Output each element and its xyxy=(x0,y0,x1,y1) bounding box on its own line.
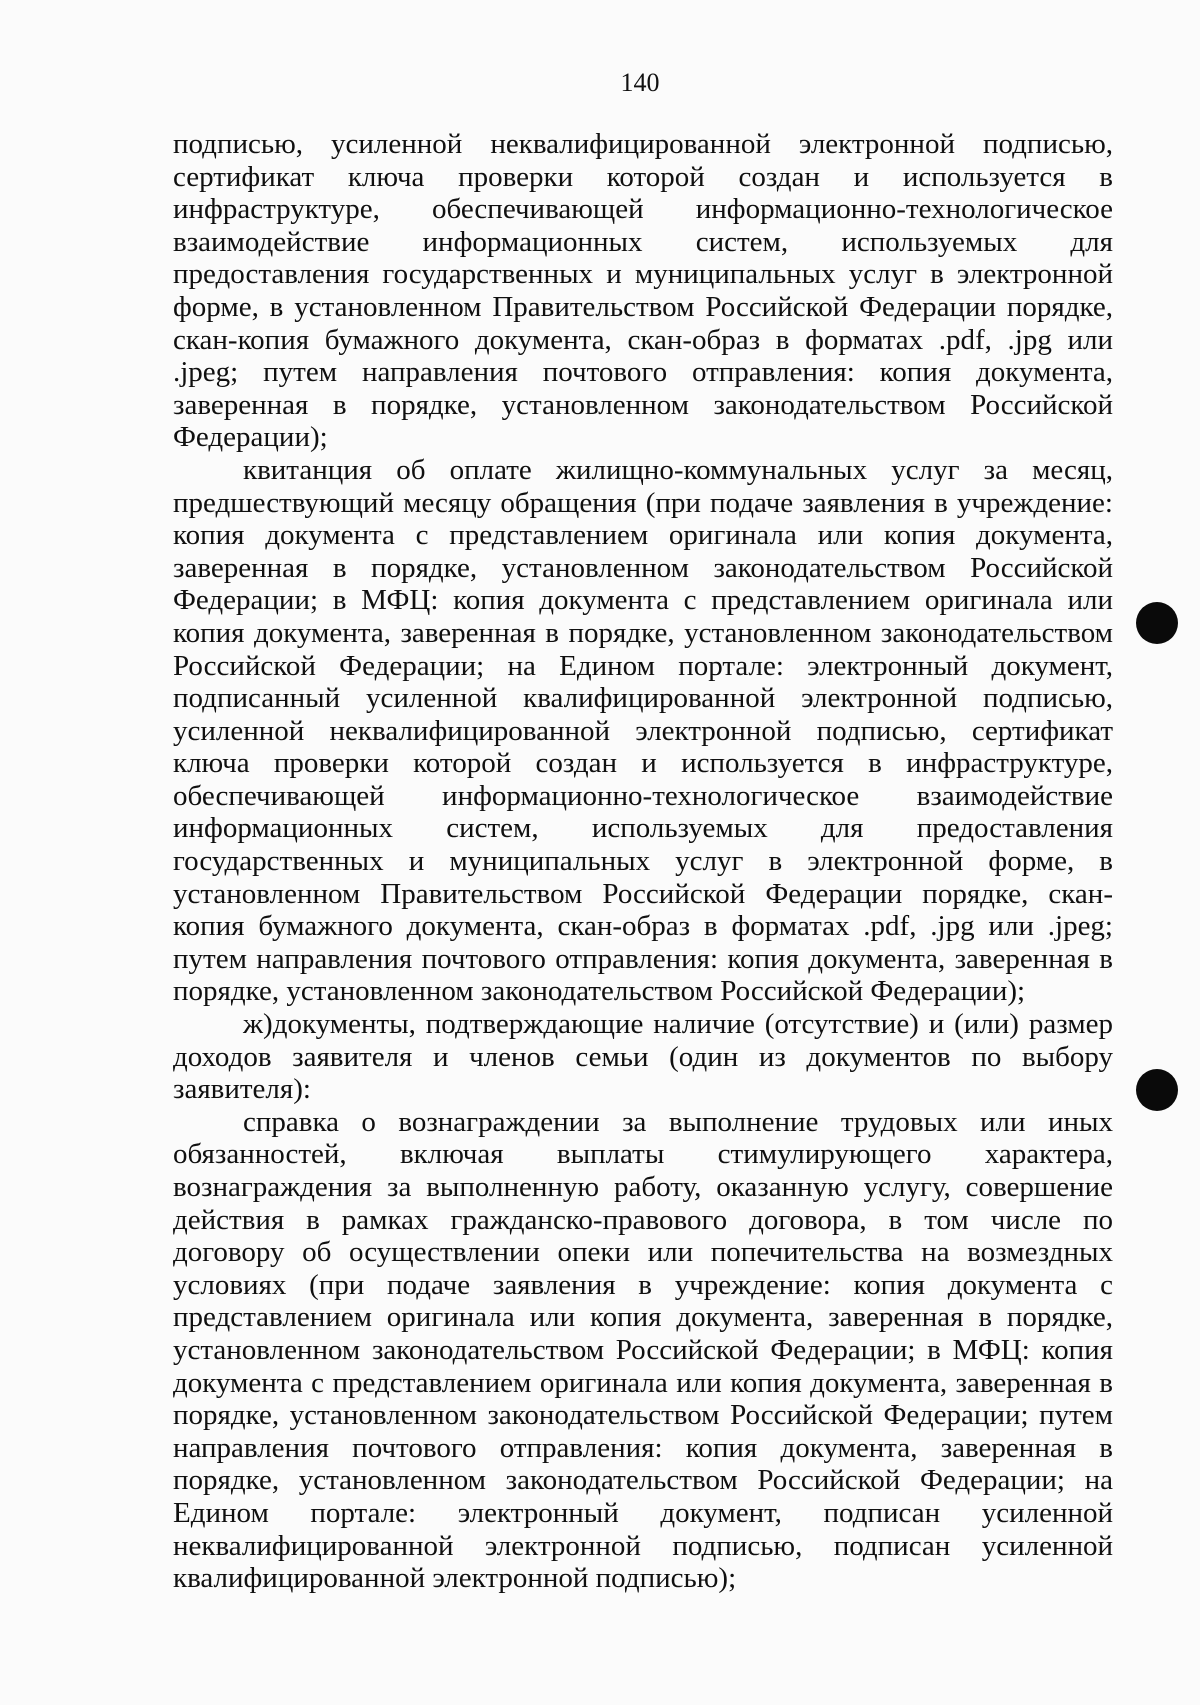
paragraph-continuation-signatures: подписью, усиленной неквалифицированной электронной подписью, сертификат ключа проверки которой создан и используется в инфраструктуре, обеспечивающей информационно-технологическое взаимодействие информационных систем, используемых для предоставления государственных и муниципальных услуг в электронной форме, в установленном Правительством Российской Федерации порядке, скан-копия бумажного документа, скан-образ в форматах .pdf, .jpg или .jpeg; путем направления почтового отправления: копия документа, заверенная в порядке, установленном законодательством Российской Федерации); xyxy=(173,128,1113,454)
paragraph-income-documents: ж)документы, подтверждающие наличие (отсутствие) и (или) размер доходов заявителя и членов семьи (один из документов по выбору заявителя): xyxy=(173,1008,1113,1106)
paragraph-remuneration-certificate: справка о вознаграждении за выполнение трудовых или иных обязанностей, включая выплаты стимулирующего характера, вознаграждения за выполненную работу, оказанную услугу, совершение действия в рамках гражданско-правового договора, в том числе по договору об осуществлении опеки или попечительства на возмездных условиях (при подаче заявления в учреждение: копия документа с представлением оригинала или копия документа, заверенная в порядке, установленном законодательством Российской Федерации; в МФЦ: копия документа с представлением оригинала или копия документа, заверенная в порядке, установленном законодательством Российской Федерации; путем направления почтового отправления: копия документа, заверенная в порядке, установленном законодательством Российской Федерации; на Едином портале: электронный документ, подписан усиленной неквалифицированной электронной подписью, подписан усиленной квалифицированной электронной подписью); xyxy=(173,1105,1113,1595)
paragraph-utility-receipt: квитанция об оплате жилищно-коммунальных услуг за месяц, предшествующий месяцу обращения (при подаче заявления в учреждение: копия документа с представлением оригинала или копия документа, заверенная в порядке, установленном законодательством Российской Федерации; в МФЦ: копия документа с представлением оригинала или копия документа, заверенная в порядке, установленном законодательством Российской Федерации; на Едином портале: электронный документ, подписанный усиленной квалифицированной электронной подписью, усиленной неквалифицированной электронной подписью, сертификат ключа проверки которой создан и используется в инфраструктуре, обеспечивающей информационно-технологическое взаимодействие информационных систем, используемых для предоставления государственных и муниципальных услуг в электронной форме, в установленном Правительством Российской Федерации порядке, скан-копия бумажного документа, скан-образ в форматах .pdf, .jpg или .jpeg; путем направления почтового отправления: копия документа, заверенная в порядке, установленном законодательством Российской Федерации); xyxy=(173,453,1113,1008)
page-number: 140 xyxy=(620,68,660,97)
punch-hole-upper xyxy=(1136,602,1178,644)
document-body xyxy=(173,128,1113,1595)
punch-hole-lower xyxy=(1136,1069,1178,1111)
